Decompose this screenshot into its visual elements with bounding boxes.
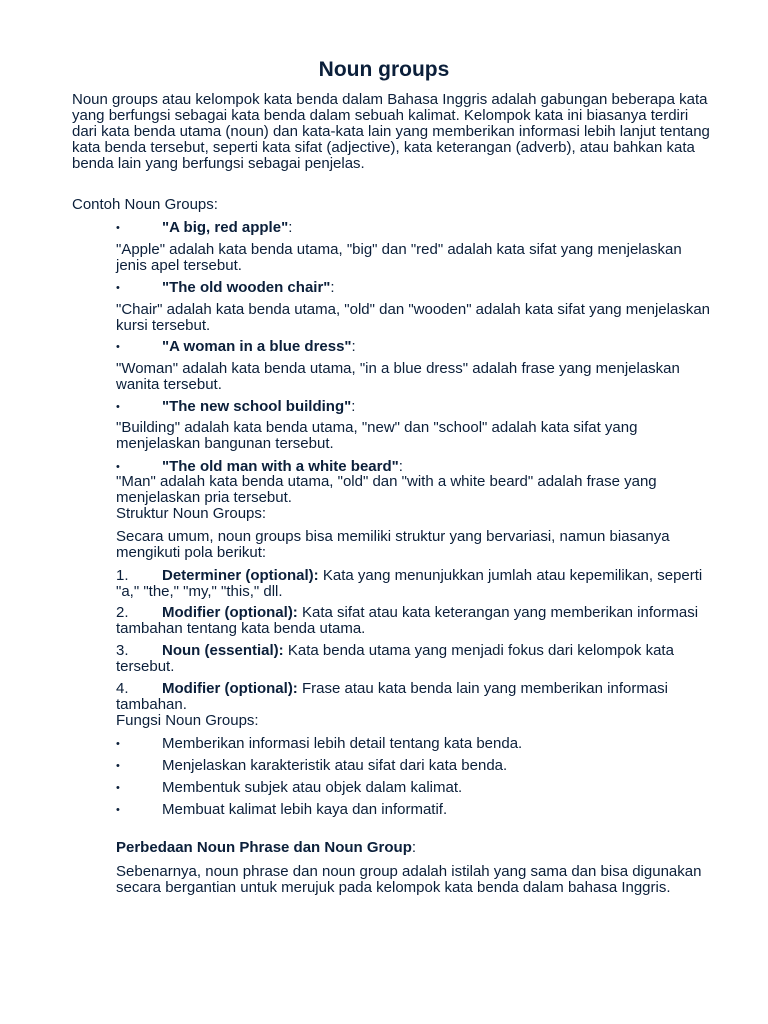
bullet-icon: • — [116, 401, 120, 413]
item-number: 2. — [116, 604, 129, 621]
example-explanation: "Woman" adalah kata benda utama, "in a blue dress" adalah frase yang menjelaskan wanita tersebut. — [116, 360, 680, 393]
examples-heading: Contoh Noun Groups: — [72, 196, 218, 213]
item-number: 3. — [116, 642, 129, 659]
structure-term: Noun (essential): — [162, 642, 284, 659]
function-text: Memberikan informasi lebih detail tentang kata benda. — [162, 735, 523, 752]
item-number: 4. — [116, 680, 129, 697]
structure-desc: Kata yang menunjukkan jumlah atau kepemilikan, seperti "a," "the," "my," "this," dll. — [116, 567, 703, 600]
example-phrase: "A big, red apple" — [162, 219, 289, 236]
structure-heading: Struktur Noun Groups: — [116, 505, 267, 522]
item-number: 1. — [116, 567, 129, 584]
bullet-icon: • — [116, 738, 120, 750]
intro-paragraph: Noun groups atau kelompok kata benda dalam Bahasa Inggris adalah gabungan beberapa kata yang berfungsi sebagai kata benda dalam sebuah kalimat. Kelompok kata ini biasanya terdiri dari kata benda utama (noun) dan kata-kata lain yang memberikan informasi lebih lanjut tentang kata benda tersebut, seperti kata sifat (adjective), kata keterangan (adverb), atau bahkan kata benda lain yang berfungsi sebagai penjelas. — [72, 91, 710, 172]
example-phrase: "The new school building" — [162, 398, 352, 415]
structure-desc: Frase atau kata benda lain yang memberikan informasi tambahan. — [116, 680, 669, 713]
structure-item — [116, 568, 712, 600]
difference-paragraph: Sebenarnya, noun phrase dan noun group adalah istilah yang sama dan bisa digunakan secara bergantian untuk merujuk pada kelompok kata benda dalam bahasa Inggris. — [116, 863, 702, 896]
example-explanation: "Apple" adalah kata benda utama, "big" dan "red" adalah kata sifat yang menjelaskan jenis apel tersebut. — [116, 241, 682, 274]
bullet-icon: • — [116, 282, 120, 294]
page-title: Noun groups — [318, 58, 450, 81]
structure-desc: Kata benda utama yang menjadi fokus dari kelompok kata tersebut. — [116, 642, 674, 675]
example-explanation: "Man" adalah kata benda utama, "old" dan "with a white beard" adalah frase yang menjelaskan pria tersebut. — [116, 473, 657, 506]
function-text: Membuat kalimat lebih kaya dan informatif. — [162, 801, 448, 818]
bullet-icon: • — [116, 341, 120, 353]
difference-heading-text: Perbedaan Noun Phrase dan Noun Group — [116, 839, 412, 856]
structure-intro: Secara umum, noun groups bisa memiliki struktur yang bervariasi, namun biasanya mengikuti pola berikut: — [116, 528, 670, 561]
structure-term: Modifier (optional): — [162, 680, 298, 697]
example-explanation: "Chair" adalah kata benda utama, "old" dan "wooden" adalah kata sifat yang menjelaskan kursi tersebut. — [116, 301, 711, 334]
structure-term: Determiner (optional): — [162, 567, 319, 584]
example-phrase: "A woman in a blue dress" — [162, 338, 352, 355]
example-explanation: "Building" adalah kata benda utama, "new" dan "school" adalah kata sifat yang menjelaskan bangunan tersebut. — [116, 419, 638, 452]
document-page: Noun groups Noun groups atau kelompok kata benda dalam Bahasa Inggris adalah gabungan beberapa kata yang berfungsi sebagai kata benda dalam sebuah kalimat. Kelompok kata ini biasanya terdiri dari kata benda utama (noun) dan kata-kata lain yang memberikan informasi lebih lanjut tentang kata benda tersebut, seperti kata sifat (adjective), kata keterangan (adverb), atau bahkan kata benda lain yang berfungsi sebagai penjelas. Contoh Noun Groups: • "A big, red apple": "Apple" adalah kata benda utama, "big" dan "red" adalah kata sifat yang menjelaskan jenis apel tersebut. • "The old wooden chair": "Chair" adalah kata benda utama, "old" dan "wooden" adalah kata sifat yang menjelaskan kursi tersebut. • "A woman in a blue dress": "Woman" adalah kata benda utama, "in a blue dress" adalah frase yang menjelaskan wanita tersebut. • "The new school building": "Building" adalah kata benda utama, "new" dan "school" adalah kata sifat yang menjelaskan bangunan tersebut. • "The old man with a white beard": "Man" adalah kata benda utama, "old" dan "with a white beard" adalah frase yang menjelaskan pria tersebut. Struktur Noun Groups: Secara umum, noun groups bisa memiliki struktur yang bervariasi, namun biasanya mengikuti pola berikut: 1. Determiner (optional): Kata yang menunjukkan jumlah atau kepemilikan, seperti "a," "the," "my," "this," dll. 2. Modifier (optional): Kata sifat atau kata keterangan yang memberikan informasi tambahan tentang kata benda utama. 3. Noun (essential): Kata benda utama yang menjadi fokus dari kelompok kata tersebut. 4. Modifier (optional): Frase atau kata benda lain yang memberikan informasi tambahan. Fungsi Noun Groups: • Memberikan informasi lebih detail tentang kata benda. • Menjelaskan karakteristik atau sifat dari kata benda. • Membentuk subjek atau objek dalam kalimat. • Membuat kalimat lebih kaya dan informatif. Perbedaan Noun Phrase dan Noun Group: Sebenarnya, noun phrase dan noun group adalah istilah yang sama dan bisa digunakan secara bergantian untuk merujuk pada kelompok kata benda dalam bahasa Inggris. — [0, 0, 768, 1024]
bullet-icon: • — [116, 461, 120, 473]
bullet-icon: • — [116, 804, 120, 816]
function-heading: Fungsi Noun Groups: — [116, 712, 259, 729]
bullet-icon: • — [116, 760, 120, 772]
structure-term: Modifier (optional): — [162, 604, 298, 621]
function-text: Membentuk subjek atau objek dalam kalimat. — [162, 779, 463, 796]
structure-item — [116, 643, 712, 675]
function-text: Menjelaskan karakteristik atau sifat dari kata benda. — [162, 757, 508, 774]
example-phrase: "The old wooden chair" — [162, 279, 331, 296]
example-phrase: "The old man with a white beard" — [162, 458, 399, 475]
structure-desc: Kata sifat atau kata keterangan yang memberikan informasi tambahan tentang kata benda utama. — [116, 604, 699, 637]
bullet-icon: • — [116, 782, 120, 794]
structure-item — [116, 605, 712, 637]
difference-heading: Perbedaan Noun Phrase dan Noun Group: — [116, 839, 417, 856]
structure-item — [116, 681, 712, 713]
bullet-icon: • — [116, 222, 120, 234]
